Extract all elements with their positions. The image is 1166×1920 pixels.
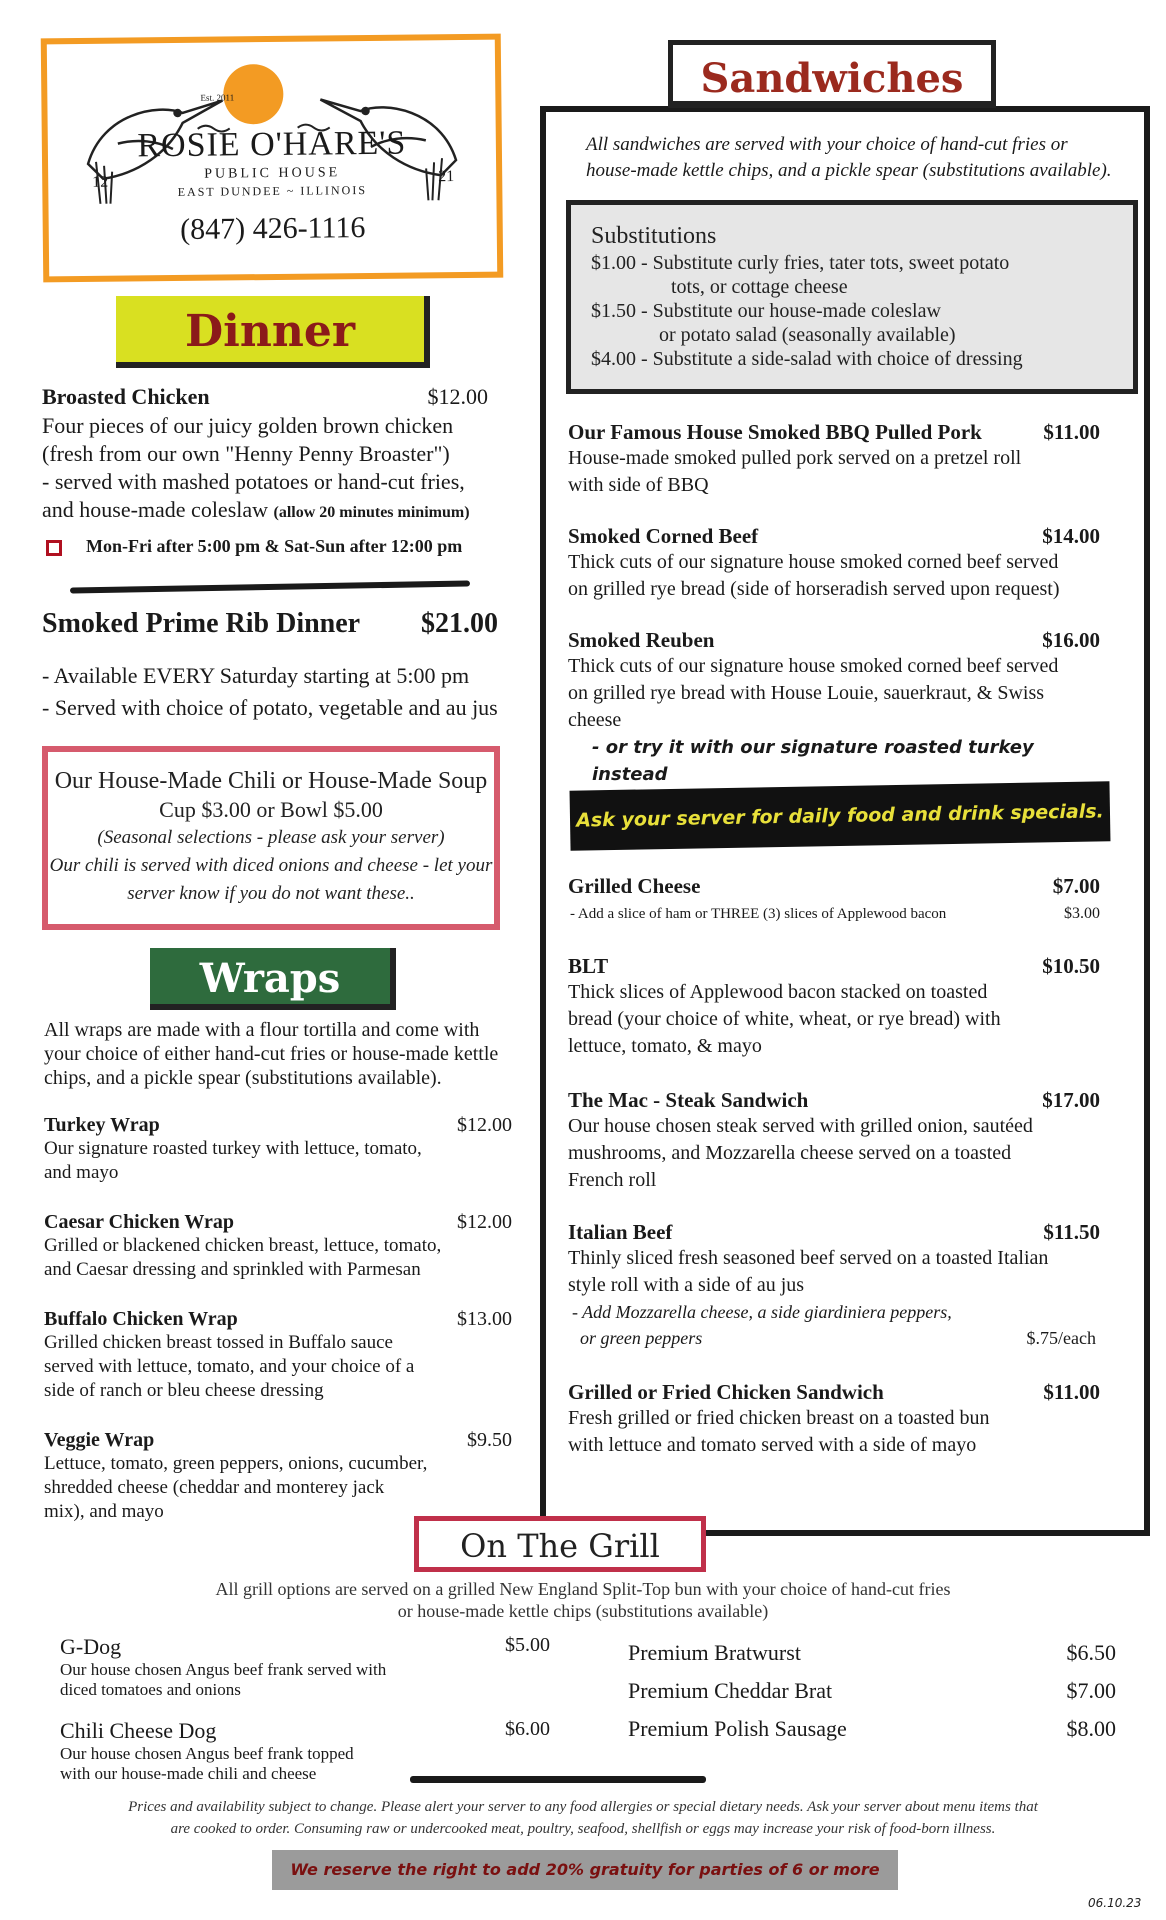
logo-est: Est. 2011 [200,92,235,103]
disclaimer-line: Prices and availability subject to change. Please alert your server to any food allergies or special dietary needs. Ask your server about menu items that [128,1799,1038,1815]
list-item [60,1634,550,1718]
item-name: Italian Beef [568,1220,673,1244]
item-desc: Our house chosen Angus beef frank served with [60,1660,387,1679]
item-name: Turkey Wrap [44,1114,160,1136]
item-desc: bread (your choice of white, wheat, or rye bread) with [568,1008,1001,1030]
phone-number: (847) 426-1116 [179,211,366,246]
detail-line: - Served with choice of potato, vegetable and au jus [42,695,498,720]
desc-line: Four pieces of our juicy golden brown chicken [42,413,454,438]
item-desc: Thick cuts of our signature house smoked corned beef served [568,655,1059,677]
prime-rib-details [42,660,498,724]
desc-text: and house-made coleslaw [42,497,269,522]
chili-note: server know if you do not want these.. [127,883,415,904]
list-item [568,628,1100,788]
wraps-list [44,1114,512,1529]
list-item [568,1088,1100,1220]
list-item [44,1114,512,1211]
item-price: $12.00 [427,384,488,409]
addon-price: $3.00 [1064,905,1100,922]
item-price: $12.00 [457,1114,512,1136]
item-desc: mushrooms, and Mozzarella cheese served on a toasted [568,1142,1012,1164]
item-price: $5.00 [505,1634,550,1656]
item-price: $9.50 [467,1429,512,1451]
substitutions-list [591,251,1023,371]
item-desc: Our house chosen Angus beef frank topped [60,1744,354,1763]
item-price: $8.00 [1066,1716,1116,1741]
specials-banner: Ask your server for daily food and drink specials. [570,781,1111,850]
wraps-intro [44,1018,498,1090]
item-name: Caesar Chicken Wrap [44,1211,235,1233]
list-item [60,1718,550,1784]
intro-line: or house-made kettle chips (substitutions available) [397,1601,769,1621]
item-name: Premium Cheddar Brat [628,1678,833,1703]
logo-num-right: 21 [438,168,455,186]
item-addon [568,1325,1100,1351]
addon-text: or green peppers [580,1328,703,1348]
item-addon: - Add Mozzarella cheese, a side giardiniera peppers, [572,1302,952,1322]
logo-box [41,34,504,283]
disclaimer [0,1796,1166,1840]
list-item [628,1678,1116,1716]
item-desc: side of ranch or bleu cheese dressing [44,1380,324,1401]
item-name: Grilled Cheese [568,874,701,898]
disclaimer-line: are cooked to order. Consuming raw or undercooked meat, poultry, seafood, shellfish or eggs may increase your risk of food-born illness. [170,1821,996,1837]
item-price: $21.00 [421,608,498,639]
item-desc: shredded cheese (cheddar and monterey jack [44,1477,385,1498]
sub-line: tots, or cottage cheese [671,276,848,298]
item-price: $11.00 [1043,420,1100,444]
list-item [628,1716,1116,1754]
item-desc: Thick slices of Applewood bacon stacked on toasted [568,981,988,1003]
sub-line: $1.50 - Substitute our house-made coleslaw [591,300,941,322]
item-desc: cheese [568,709,622,731]
item-desc: style roll with a side of au jus [568,1274,805,1296]
divider [410,1776,706,1783]
item-name: Veggie Wrap [44,1429,155,1451]
item-addon [568,899,1100,929]
intro-line: house-made kettle chips, and a pickle spear (substitutions available). [586,160,1112,181]
item-desc: diced tomatoes and onions [60,1680,241,1699]
list-item [44,1211,512,1308]
desc-note: (allow 20 minutes minimum) [273,504,470,521]
substitutions-title: Substitutions [591,223,717,249]
desc-line: (fresh from our own "Henny Penny Broaster") [42,441,450,466]
logo-name: ROSIE O'HARE'S [137,124,407,165]
item-price: $6.00 [505,1718,550,1740]
item-price: $7.00 [1052,874,1100,898]
item-price: $16.00 [1042,628,1100,652]
chili-prices: Cup $3.00 or Bowl $5.00 [159,797,383,822]
item-name: Premium Bratwurst [628,1640,801,1665]
item-name: Grilled or Fried Chicken Sandwich [568,1380,884,1404]
item-name: Broasted Chicken [42,384,210,409]
item-name: Smoked Reuben [568,628,715,652]
item-name: Chili Cheese Dog [60,1718,217,1743]
logo-sub1: PUBLIC HOUSE [204,165,341,182]
item-desc: Thinly sliced fresh seasoned beef served on a toasted Italian [568,1247,1049,1269]
broasted-chicken-description [42,412,512,527]
grill-heading: On The Grill [414,1516,706,1572]
chili-soup-box [42,746,500,930]
sub-line: $1.00 - Substitute curly fries, tater tots, sweet potato [591,252,1010,274]
item-name: Smoked Prime Rib Dinner [42,608,361,639]
item-desc: and mayo [44,1162,119,1183]
addon-price: $.75/each [1026,1328,1096,1348]
list-item [44,1429,512,1529]
item-price: $11.50 [1043,1220,1100,1244]
item-note: - or try it with our signature roasted turkey instead [592,737,1034,785]
item-desc: mix), and mayo [44,1501,164,1522]
list-item [44,1308,512,1429]
item-desc: Fresh grilled or fried chicken breast on a toasted bun [568,1407,990,1429]
prime-rib-row [42,608,498,640]
sandwiches-heading: Sandwiches [668,40,996,108]
intro-line: your choice of either hand-cut fries or house-made kettle [44,1043,499,1065]
item-name: Smoked Corned Beef [568,524,759,548]
gratuity-notice: We reserve the right to add 20% gratuity for parties of 6 or more [272,1850,898,1890]
item-desc: and Caesar dressing and sprinkled with Parmesan [44,1259,421,1280]
item-price: $6.50 [1066,1640,1116,1665]
list-item [568,954,1100,1088]
item-desc: Lettuce, tomato, green peppers, onions, cucumber, [44,1453,428,1474]
intro-line: All wraps are made with a flour tortilla and come with [44,1019,480,1041]
intro-line: All sandwiches are served with your choice of hand-cut fries or [586,134,1068,155]
grill-intro [0,1578,1166,1622]
desc-line: - served with mashed potatoes or hand-cut fries, [42,469,465,494]
chili-note: (Seasonal selections - please ask your server) [97,827,445,848]
item-desc: with side of BBQ [568,474,709,496]
sub-line: or potato salad (seasonally available) [659,324,956,346]
chili-title: Our House-Made Chili or House-Made Soup [54,768,488,794]
list-item [568,1220,1100,1380]
item-price: $14.00 [1042,524,1100,548]
grill-list-right [628,1640,1116,1754]
detail-line: - Available EVERY Saturday starting at 5:00 pm [42,663,470,688]
item-name: G-Dog [60,1634,122,1659]
list-item [568,420,1100,524]
item-price: $13.00 [457,1308,512,1330]
item-desc: on grilled rye bread (side of horseradish served upon request) [568,578,1060,600]
sub-line: $4.00 - Substitute a side-salad with choice of dressing [591,348,1023,370]
broasted-hours: Mon-Fri after 5:00 pm & Sat-Sun after 12:00 pm [86,536,463,556]
checkbox-icon [46,540,62,556]
sandwiches-intro [586,132,1112,184]
dinner-heading: Dinner [116,296,430,368]
desc-line [42,496,512,527]
grill-list-left [60,1634,550,1784]
logo-num-left: 12 [92,173,109,191]
list-item [568,1380,1100,1459]
item-desc: Our signature roasted turkey with lettuce, tomato, [44,1138,422,1159]
item-desc: Thick cuts of our signature house smoked corned beef served [568,551,1059,573]
item-price: $10.50 [1042,954,1100,978]
item-desc: on grilled rye bread with House Louie, sauerkraut, & Swiss [568,682,1045,704]
divider [70,581,470,594]
list-item [628,1640,1116,1678]
item-name: The Mac - Steak Sandwich [568,1088,809,1112]
item-desc: Our house chosen steak served with grilled onion, sautéed [568,1115,1033,1137]
item-name: BLT [568,954,609,978]
intro-line: chips, and a pickle spear (substitutions available). [44,1067,442,1089]
broasted-chicken-row [42,384,498,410]
list-item [568,524,1100,628]
item-desc: with our house-made chili and cheese [60,1764,317,1783]
list-item [568,874,1100,954]
item-price: $11.00 [1043,1380,1100,1404]
wraps-heading: Wraps [150,948,396,1010]
item-price: $17.00 [1042,1088,1100,1112]
menu-date: 06.10.23 [1088,1896,1142,1910]
item-name: Premium Polish Sausage [628,1716,847,1741]
item-name: Buffalo Chicken Wrap [44,1308,238,1330]
addon-text: - Add a slice of ham or THREE (3) slices of Applewood bacon [570,906,947,922]
item-desc: French roll [568,1169,657,1191]
logo-sub2: EAST DUNDEE ~ ILLINOIS [177,183,368,199]
sandwiches-list-bottom [568,874,1100,1459]
item-price: $7.00 [1066,1678,1116,1703]
sandwiches-list-top [568,420,1100,788]
item-desc: with lettuce and tomato served with a side of mayo [568,1434,977,1456]
item-desc: Grilled or blackened chicken breast, lettuce, tomato, [44,1235,442,1256]
item-desc: served with lettuce, tomato, and your choice of a [44,1356,415,1377]
item-desc: lettuce, tomato, & mayo [568,1035,762,1057]
intro-line: All grill options are served on a grilled New England Split-Top bun with your choice of hand-cut fries [215,1579,951,1599]
item-desc: House-made smoked pulled pork served on a pretzel roll [568,447,1022,469]
item-name: Our Famous House Smoked BBQ Pulled Pork [568,420,982,444]
item-desc: Grilled chicken breast tossed in Buffalo sauce [44,1332,393,1353]
substitutions-box [566,200,1138,394]
item-price: $12.00 [457,1211,512,1233]
chili-note: Our chili is served with diced onions and cheese - let your [49,855,493,876]
